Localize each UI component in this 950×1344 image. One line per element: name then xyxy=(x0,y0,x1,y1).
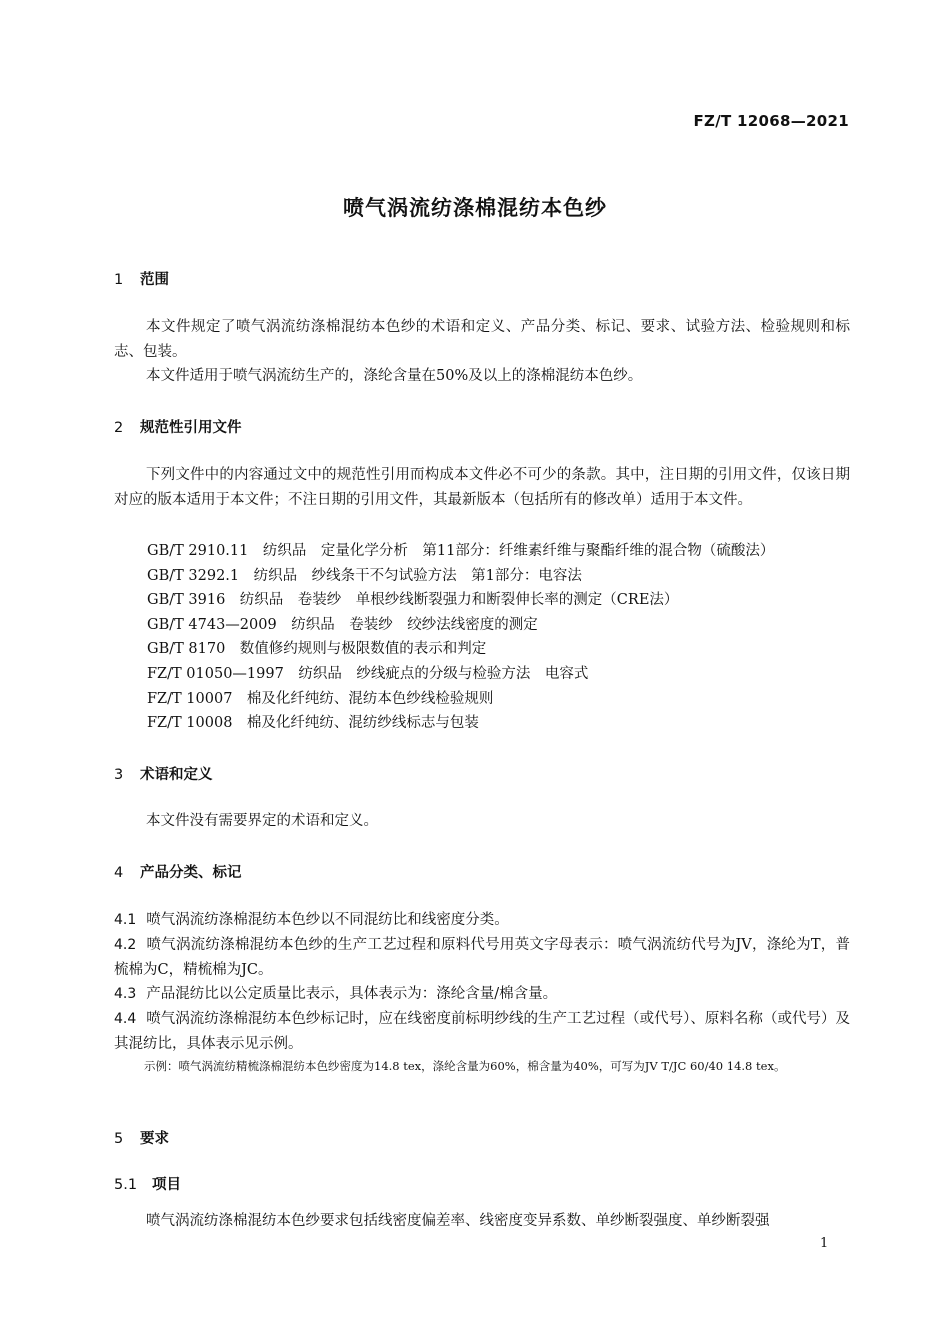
standard-number: FZ/T 12068—2021 xyxy=(693,112,849,130)
scope-paragraph-1: 本文件规定了喷气涡流纺涤棉混纺本色纱的术语和定义、产品分类、标记、要求、试验方法、检验规则和标志、包装。 xyxy=(114,319,850,360)
subsection-heading-5-1 xyxy=(114,1173,181,1194)
terms-paragraph: 本文件没有需要界定的术语和定义。 xyxy=(146,813,378,829)
section-heading-3 xyxy=(114,763,213,784)
normative-intro: 下列文件中的内容通过文中的规范性引用而构成本文件必不可少的条款。其中，注日期的引用文件，仅该日期对应的版本适用于本文件；不注日期的引用文件，其最新版本（包括所有的修改单）适用于本文件。 xyxy=(114,467,850,508)
section-number: 2 xyxy=(114,420,124,436)
marking-example xyxy=(114,1055,850,1078)
reference-item: GB/T 2910.11 纺织品 定量化学分析 第11部分：纤维素纤维与聚酯纤维的混合物（硫酸法） xyxy=(147,543,775,559)
example-text: 示例：喷气涡流纺精梳涤棉混纺本色纱密度为14.8 tex，涤纶含量为60%，棉含量为40%，可写为JV T/JC 60/40 14.8 tex。 xyxy=(144,1059,786,1073)
section-heading-5 xyxy=(114,1127,169,1148)
reference-item: FZ/T 01050—1997 纺织品 纱线疵点的分级与检验方法 电容式 xyxy=(147,666,589,682)
clause-4-3 xyxy=(114,982,850,1007)
section-number: 4 xyxy=(114,865,124,881)
section-title: 规范性引用文件 xyxy=(140,420,242,436)
clause-number: 4.1 xyxy=(114,912,137,928)
reference-item: GB/T 4743—2009 纺织品 卷装纱 绞纱法线密度的测定 xyxy=(147,617,538,633)
page-number: 1 xyxy=(820,1236,829,1251)
section-number: 5 xyxy=(114,1131,124,1147)
subsection-number: 5.1 xyxy=(114,1177,138,1193)
section-heading-2 xyxy=(114,416,242,437)
clause-number: 4.2 xyxy=(114,937,137,953)
section-number: 3 xyxy=(114,767,124,783)
subsection-title: 项目 xyxy=(152,1177,181,1193)
document-title: 喷气涡流纺涤棉混纺本色纱 xyxy=(343,196,607,220)
reference-item: GB/T 8170 数值修约规则与极限数值的表示和判定 xyxy=(147,641,487,657)
reference-item: FZ/T 10008 棉及化纤纯纺、混纺纱线标志与包装 xyxy=(147,715,479,731)
clause-text: 喷气涡流纺涤棉混纺本色纱标记时，应在线密度前标明纱线的生产工艺过程（或代号）、原料名称（或代号）及其混纺比，具体表示见示例。 xyxy=(114,1011,850,1052)
section-heading-1 xyxy=(114,268,169,289)
requirements-paragraph: 喷气涡流纺涤棉混纺本色纱要求包括线密度偏差率、线密度变异系数、单纱断裂强度、单纱断裂强 xyxy=(146,1213,770,1229)
reference-item: FZ/T 10007 棉及化纤纯纺、混纺本色纱线检验规则 xyxy=(147,691,494,707)
section-title: 术语和定义 xyxy=(140,767,213,783)
section-number: 1 xyxy=(114,272,124,288)
reference-item: GB/T 3292.1 纺织品 纱线条干不匀试验方法 第1部分：电容法 xyxy=(147,568,582,584)
clause-text: 喷气涡流纺涤棉混纺本色纱以不同混纺比和线密度分类。 xyxy=(146,912,509,928)
clause-number: 4.3 xyxy=(114,986,137,1002)
clause-4-1 xyxy=(114,908,850,933)
clause-number: 4.4 xyxy=(114,1011,137,1027)
reference-item: GB/T 3916 纺织品 卷装纱 单根纱线断裂强力和断裂伸长率的测定（CRE法） xyxy=(147,592,679,608)
section-title: 范围 xyxy=(140,272,169,288)
section-title: 产品分类、标记 xyxy=(140,865,242,881)
clause-4-4 xyxy=(114,1007,850,1056)
clause-4-2 xyxy=(114,933,850,982)
clause-text: 产品混纺比以公定质量比表示，具体表示为：涤纶含量/棉含量。 xyxy=(146,986,558,1002)
section-heading-4 xyxy=(114,861,242,882)
section-title: 要求 xyxy=(140,1131,169,1147)
clause-text: 喷气涡流纺涤棉混纺本色纱的生产工艺过程和原料代号用英文字母表示：喷气涡流纺代号为JV，涤纶为T，普梳棉为C，精梳棉为JC。 xyxy=(114,937,850,978)
scope-paragraph-2: 本文件适用于喷气涡流纺生产的，涤纶含量在50%及以上的涤棉混纺本色纱。 xyxy=(146,368,643,384)
